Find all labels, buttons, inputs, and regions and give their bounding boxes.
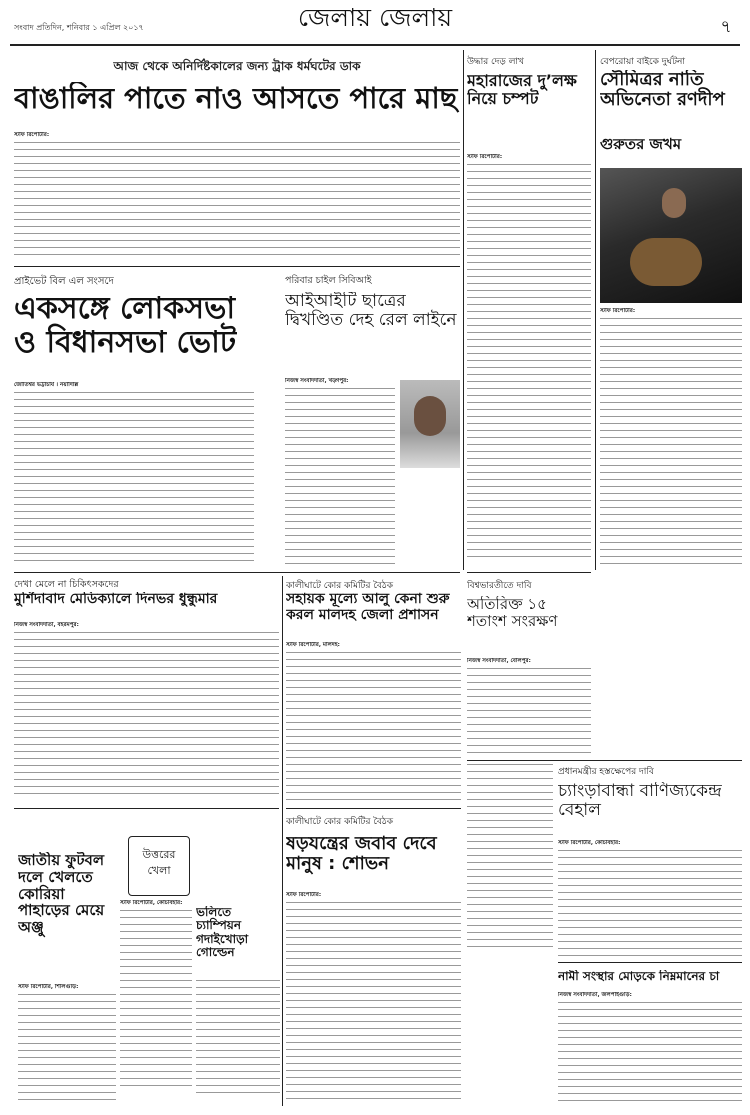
headline: ষড়যন্ত্রের জবাব দেবে মানুষ : শোভন	[286, 834, 437, 875]
byline: স্টাফ রিপোর্টার:	[600, 308, 636, 314]
article-saumitra-body	[600, 308, 742, 570]
headline: চ্যাংড়াবান্ধা বাণিজ্যকেন্দ্র বেহাল	[558, 782, 722, 821]
headline: একসঙ্গে লোকসভা ও বিধানসভা ভোট	[14, 292, 237, 360]
article-potato	[286, 576, 461, 806]
face-shape	[414, 396, 446, 436]
masthead-rule	[10, 44, 740, 46]
kicker: কালীঘাটে কোর কমিটির বৈঠক	[286, 581, 394, 591]
headline: বাঙালির পাতে নাও আসতে পারে মাছ	[14, 82, 458, 115]
page-number: ৭	[720, 17, 732, 37]
article-uttar-headline: ভলিতে চ্যাম্পিয়ন গদাইখোড়া গোল্ডেন	[196, 906, 249, 960]
masthead-section-title: জেলায় জেলায়	[297, 4, 453, 32]
byline: স্টাফ রিপোর্টার, শিলিগুড়ি:	[18, 984, 79, 990]
byline: স্টাফ রিপোর্টার, কোচবিহার:	[558, 840, 621, 846]
byline: স্টাফ রিপোর্টার, মালদহ:	[286, 642, 340, 648]
subheadline: গুরুতর জখম	[600, 136, 682, 153]
headline: মুর্শিদাবাদ মেডিক্যালে দিনভর ধুন্ধুমার	[14, 592, 218, 607]
article-football	[14, 812, 116, 1107]
byline: স্টাফ রিপোর্টার:	[286, 892, 322, 898]
headline: জাতীয় ফুটবল দলে খেলতে কোরিয়া পাহাড়ের মেয়ে অঞ্জু	[18, 852, 105, 937]
headline: সহায়ক মূল্যে আলু কেনা শুরু করল মালদহ জেলা প্রশাসন	[286, 592, 450, 623]
masthead	[0, 0, 750, 46]
headline: অতিরিক্ত ১৫ শতাংশ সংরক্ষণ	[467, 596, 558, 630]
article-tea	[558, 966, 742, 1106]
article-murshidabad	[14, 576, 279, 806]
face-shape	[662, 188, 686, 218]
photo-iit-student	[400, 380, 460, 468]
kicker: প্রাইভেট বিল এল সংসদে	[14, 276, 114, 287]
article-strike	[14, 50, 460, 265]
body-column	[467, 154, 591, 566]
kicker: কালীঘাটে কোর কমিটির বৈঠক	[286, 817, 394, 827]
photo-ranadeep-guitar	[600, 168, 742, 303]
logo-text: উত্তরের খেলা	[142, 848, 176, 877]
byline: নিজস্ব সংবাদদাতা, বোলপুর:	[467, 658, 531, 664]
article-extra-reservation	[467, 576, 591, 756]
section-rule	[14, 808, 279, 809]
kicker: আজ থেকে অনির্দিষ্টকালের জন্য ট্রাক ধর্মঘটের ডাক	[113, 59, 361, 73]
guitar-shape	[630, 238, 702, 286]
byline: নিজস্ব সংবাদদাতা, বহরমপুর:	[14, 622, 79, 628]
kicker: পরিবার চাইল সিবিআই	[285, 275, 372, 286]
body-columns	[286, 642, 461, 802]
headline: আইআইটি ছাত্রের দ্বিখণ্ডিত দেহ রেল লাইনে	[285, 292, 457, 331]
article-uttar-body	[120, 900, 192, 1100]
body-columns	[14, 622, 279, 802]
body-columns	[558, 992, 742, 1104]
section-rule	[467, 572, 591, 573]
section-rule	[14, 266, 460, 267]
section-rule	[558, 962, 742, 963]
section-rule	[286, 808, 461, 809]
col-divider	[595, 50, 596, 570]
article-sobhan	[286, 812, 554, 1107]
kicker: দেখা মেলে না চিকিৎসকদের	[14, 579, 119, 590]
byline: স্টাফ রিপোর্টার:	[467, 154, 503, 160]
article-trade	[558, 764, 742, 960]
kicker: প্রধানমন্ত্রীর হস্তক্ষেপের দাবি	[558, 767, 654, 777]
headline: মহারাজের দু’লক্ষ নিয়ে চম্পট	[467, 72, 577, 108]
col-divider	[463, 50, 464, 570]
byline: নিজস্ব সংবাদদাতা, জলপাইগুড়ি:	[558, 992, 632, 998]
article-iit-body	[285, 378, 395, 570]
kicker: বেপরোয়া বাইকে দুর্ঘটনা	[600, 57, 685, 67]
body-columns	[286, 892, 461, 1104]
byline: স্টাফ রিপোর্টার:	[14, 132, 50, 138]
kicker: বিশ্বভারতীতে দাবি	[467, 581, 532, 591]
article-uttar-body-2	[196, 980, 280, 1105]
article-maharaj	[467, 50, 591, 570]
body-columns	[14, 132, 460, 262]
col-divider	[282, 576, 283, 1106]
uttarer-khela-logo	[128, 836, 190, 896]
masthead-dateline: সংবাদ প্রতিদিন, শনিবার ১ এপ্রিল ২০১৭	[14, 23, 144, 32]
byline: নিজস্ব সংবাদদাতা, খড়্গপুর:	[285, 378, 349, 384]
body-column	[18, 984, 116, 1106]
headline: সৌমিত্রর নাতি অভিনেতা রণদীপ	[600, 70, 725, 111]
body-column	[467, 658, 591, 754]
body-column	[14, 382, 254, 567]
section-rule	[14, 572, 460, 573]
byline: জোতিশ্বর ভট্টাচার্য । নয়াদিল্লি	[14, 382, 79, 388]
headline: নামী সংস্থার মোড়কে নিম্নমানের চা	[558, 970, 720, 983]
body-columns	[558, 840, 742, 958]
kicker: উদ্ধার দেড় লাখ	[467, 57, 524, 67]
byline: স্টাফ রিপোর্টার, কোচবিহার:	[120, 900, 183, 906]
section-rule	[467, 760, 742, 761]
